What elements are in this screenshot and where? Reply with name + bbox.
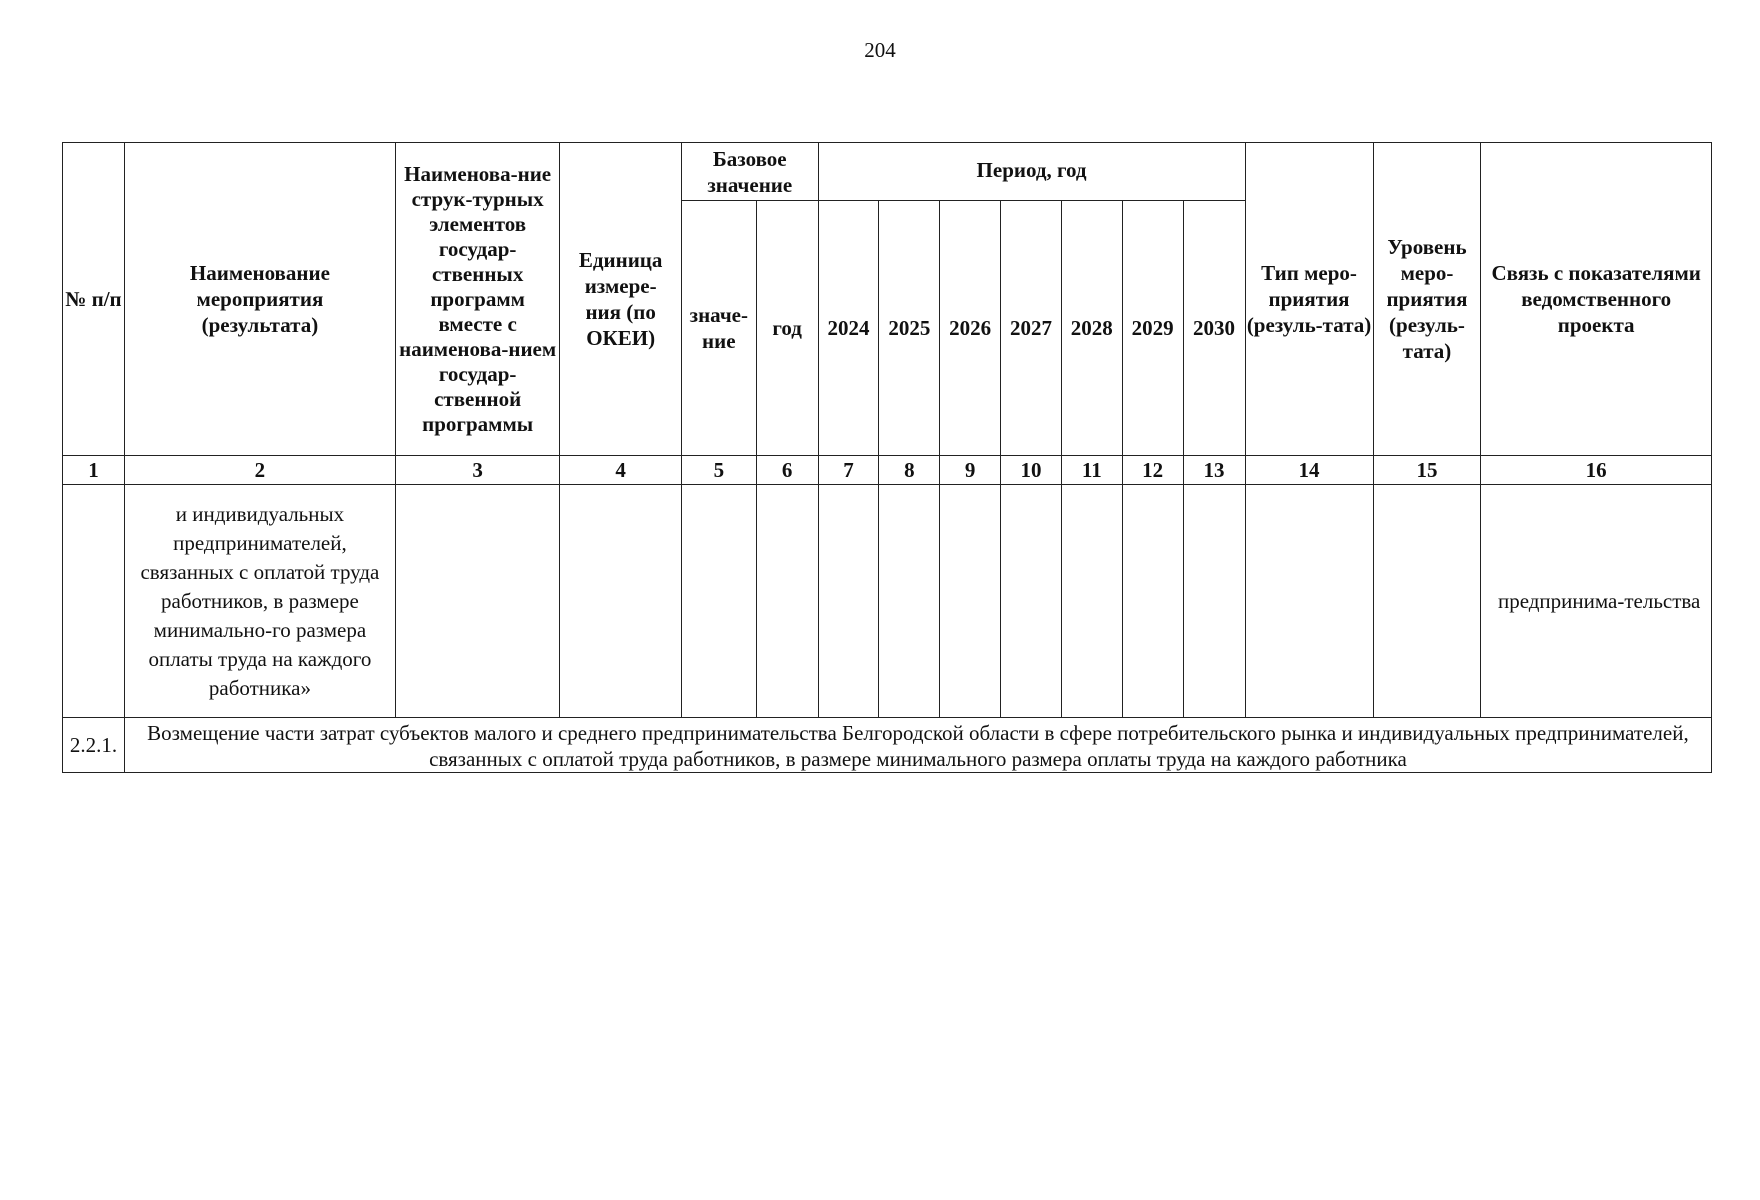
column-number: 11 bbox=[1061, 456, 1122, 485]
continued-activity-name: и индивидуальных предпринимателей, связанных с оплатой труда работников, в размере минимально-го размера оплаты труда на каждого работника» bbox=[124, 485, 395, 718]
column-number: 15 bbox=[1373, 456, 1481, 485]
column-number: 5 bbox=[681, 456, 756, 485]
column-number: 10 bbox=[1001, 456, 1062, 485]
column-number: 12 bbox=[1122, 456, 1183, 485]
cell-empty bbox=[756, 485, 818, 718]
sub-item-number: 2.2.1. bbox=[63, 718, 125, 773]
cell-empty bbox=[879, 485, 940, 718]
sub-item-text: Возмещение части затрат субъектов малого и среднего предпринимательства Белгородской области в сфере потребительского рынка и индивидуальных предпринимателей, связанных с оплатой труда работников, в размере минимального размера оплаты труда на каждого работника bbox=[124, 718, 1711, 773]
cell-empty bbox=[63, 485, 125, 718]
cell-empty bbox=[560, 485, 682, 718]
header-period-group: Период, год bbox=[818, 143, 1245, 201]
cell-empty bbox=[818, 485, 879, 718]
column-number: 13 bbox=[1183, 456, 1245, 485]
header-structural-elements: Наименова-ние струк-турных элементов государ-ственных программ вместе с наименова-нием государ-ственной программы bbox=[395, 143, 559, 456]
header-year-2027: 2027 bbox=[1001, 201, 1062, 456]
cell-empty bbox=[681, 485, 756, 718]
cell-empty bbox=[1061, 485, 1122, 718]
table-row bbox=[63, 718, 1712, 773]
cell-empty bbox=[1122, 485, 1183, 718]
header-base-value-group: Базовое значение bbox=[681, 143, 818, 201]
continued-link: предпринима-тельства bbox=[1481, 485, 1712, 718]
cell-empty bbox=[1373, 485, 1481, 718]
header-year-2028: 2028 bbox=[1061, 201, 1122, 456]
column-number: 4 bbox=[560, 456, 682, 485]
header-year-2024: 2024 bbox=[818, 201, 879, 456]
cell-empty bbox=[1245, 485, 1373, 718]
header-year-2025: 2025 bbox=[879, 201, 940, 456]
header-number: № п/п bbox=[63, 143, 125, 456]
header-link-indicators: Связь с показателями ведомственного проекта bbox=[1481, 143, 1712, 456]
header-unit: Единица измере-ния (по ОКЕИ) bbox=[560, 143, 682, 456]
column-number: 3 bbox=[395, 456, 559, 485]
column-number: 8 bbox=[879, 456, 940, 485]
column-number: 1 bbox=[63, 456, 125, 485]
cell-empty bbox=[395, 485, 559, 718]
header-activity-type: Тип меро-приятия (резуль-тата) bbox=[1245, 143, 1373, 456]
header-activity-level: Уровень меро-приятия (резуль-тата) bbox=[1373, 143, 1481, 456]
cell-empty bbox=[940, 485, 1001, 718]
cell-empty bbox=[1001, 485, 1062, 718]
column-number: 16 bbox=[1481, 456, 1712, 485]
header-activity-name: Наименование мероприятия (результата) bbox=[124, 143, 395, 456]
column-number: 7 bbox=[818, 456, 879, 485]
header-base-year: год bbox=[756, 201, 818, 456]
header-base-value: значе-ние bbox=[681, 201, 756, 456]
header-year-2026: 2026 bbox=[940, 201, 1001, 456]
column-number: 6 bbox=[756, 456, 818, 485]
column-number: 9 bbox=[940, 456, 1001, 485]
column-number: 2 bbox=[124, 456, 395, 485]
table-row bbox=[63, 485, 1712, 718]
page-number: 204 bbox=[864, 38, 896, 62]
header-year-2029: 2029 bbox=[1122, 201, 1183, 456]
header-year-2030: 2030 bbox=[1183, 201, 1245, 456]
activities-table bbox=[62, 142, 1712, 773]
column-number: 14 bbox=[1245, 456, 1373, 485]
cell-empty bbox=[1183, 485, 1245, 718]
